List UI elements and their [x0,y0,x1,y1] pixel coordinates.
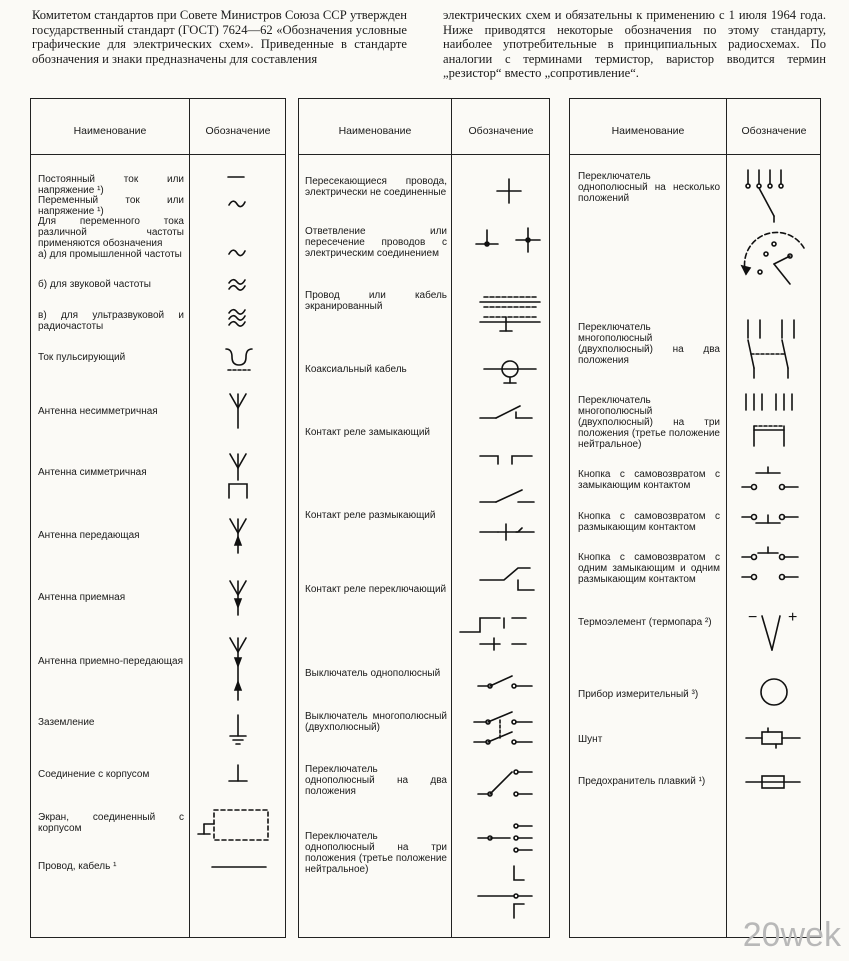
industrial-freq-label: а) для промышленной частоты [38,249,182,260]
antenna-tx-label: Антенна передающая [38,530,140,541]
shielded-wire-icon [476,293,548,337]
ac-audio-icon [226,275,256,295]
antenna-sym-icon [226,450,256,502]
thermocouple-minus-sign: − [748,609,758,626]
antenna-tx-icon [226,515,256,557]
multi-switch-icon [738,164,808,300]
thermocouple-plus-sign: + [788,609,798,626]
meter-label: Прибор измерительный ³) [578,689,699,700]
button-no-label: Кнопка с самовозвратом с замыкающим контактом [578,469,720,491]
button-nc-icon [738,505,808,535]
switch-3pos-icon [474,820,544,924]
table-1-header-symbol: Обозначение [205,125,271,137]
multi-switch-label: Переключатель однополюсный на несколько положений [578,171,720,204]
antenna-asym-label: Антенна несимметричная [38,406,158,417]
multipole-2pos-icon [738,316,808,382]
switch-mp-icon [470,710,544,750]
shielded-wire-label: Провод или кабель экранированный [305,290,447,312]
dc-icon [222,170,252,184]
switch-3pos-label: Переключатель однополюсный на три положения (третье положение нейтральное) [305,831,447,875]
antenna-trx-icon [226,634,256,704]
intro-right: электрических схем и обязательны к применению с 1 июля 1964 года. Ниже приводятся некоторые обозначения по этому стандарту, наиболее употребительные в принципиальных радиосхемах. По аналогии с терминами термистор, варистор вводится термин „резистор“ вместо „сопротивление“. [443,8,826,81]
watermark: 20wek [742,916,841,954]
screen-chassis-label: Экран, соединенный с корпусом [38,812,184,834]
button-nc-label: Кнопка с самовозвратом с размыкающим контактом [578,511,720,533]
antenna-asym-icon [226,390,256,432]
radio-freq-label: в) для ультразвуковой и радиочастоты [38,310,184,332]
intro-left: Комитетом стандартов при Совете Министров Союза ССР утвержден государственный стандарт (ГОСТ) 7624—62 «Обозначения условные графические для электрических схем». Приведенные в стандарте обозначения и знаки предназначены для составления [32,8,407,66]
screen-chassis-icon [196,806,272,850]
antenna-sym-label: Антенна симметричная [38,467,147,478]
table-3-header-symbol: Обозначение [741,125,807,137]
crossing-wires-label: Пересекающиеся провода, электрически не соединенные [305,176,447,198]
switch-2pos-label: Переключатель однополюсный на два положения [305,764,447,797]
switch-mp-label: Выключатель многополюсный (двухполюсный) [305,711,447,733]
relay-co-icon [456,560,552,654]
switch-sp-label: Выключатель однополюсный [305,668,441,679]
dc-label: Постоянный ток или напряжение ¹) [38,174,184,196]
ground-icon [226,712,256,748]
antenna-rx-icon [226,577,256,619]
antenna-trx-label: Антенна приемно-передающая [38,656,183,667]
thermocouple-label: Термоэлемент (термопара ²) [578,617,712,628]
switch-2pos-icon [474,764,544,804]
fuse-label: Предохранитель плавкий ¹) [578,776,706,787]
multipole-3pos-icon [738,390,808,450]
chassis-label: Соединение с корпусом [38,769,150,780]
freq-note-label: Для переменного тока различной частоты применяются обозначения [38,216,184,249]
pulsating-current-label: Ток пульсирующий [38,352,126,363]
table-3-header-name: Наименование [611,125,685,137]
relay-no-icon [476,402,552,472]
antenna-rx-label: Антенна приемная [38,592,126,603]
ac-icon [226,196,256,212]
button-no-nc-label: Кнопка с самовозвратом с одним замыкающим и одним размыкающим контактом [578,552,720,585]
button-no-icon [738,463,808,499]
fuse-icon [742,772,806,792]
crossing-wires-icon [494,176,524,206]
wire-icon [210,860,270,874]
switch-sp-icon [474,670,544,694]
multipole-3pos-label: Переключатель многополюсный (двухполюсный) на три положения (третье положение нейтральное) [578,395,720,450]
chassis-icon [226,762,256,786]
junction-icon [472,224,552,254]
relay-co-label: Контакт реле переключающий [305,584,447,595]
table-2-header-symbol: Обозначение [468,125,534,137]
relay-nc-icon [476,484,552,544]
pulsating-current-icon [222,345,256,373]
ground-label: Заземление [38,717,95,728]
audio-freq-label: б) для звуковой частоты [38,279,151,290]
ac-industrial-icon [226,245,256,261]
coax-icon [480,353,544,387]
table-2-header-name: Наименование [338,125,412,137]
wire-label: Провод, кабель ¹ [38,861,117,872]
meter-icon [756,674,792,710]
button-no-nc-icon [738,545,808,589]
shunt-icon [742,728,806,748]
multipole-2pos-label: Переключатель многополюсный (двухполюсный) на два положения [578,322,720,366]
thermocouple-icon [742,606,806,656]
coax-label: Коаксиальный кабель [305,364,407,375]
shunt-label: Шунт [578,734,603,745]
junction-label: Ответвление или пересечение проводов с электрическим соединением [305,226,447,259]
relay-nc-label: Контакт реле размыкающий [305,510,436,521]
relay-no-label: Контакт реле замыкающий [305,427,431,438]
ac-radio-icon [226,305,256,331]
table-1-header-name: Наименование [73,125,147,137]
ac-label: Переменный ток или напряжение ¹) [38,195,184,217]
